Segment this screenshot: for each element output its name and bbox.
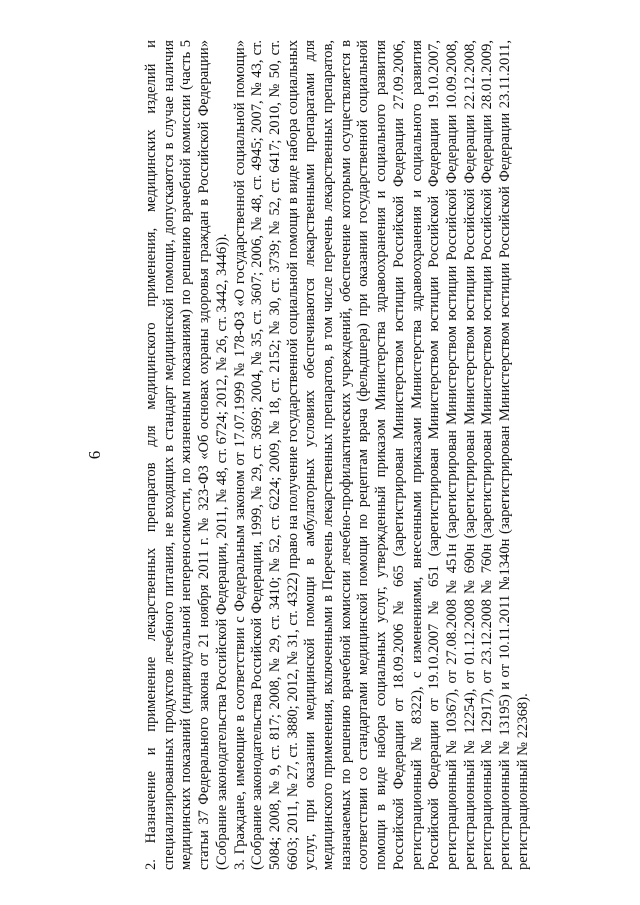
document-body [143, 40, 532, 870]
paragraph-3: 3. Граждане, имеющие в соответствии с Федеральным законом от 17.07.1999 № 178-ФЗ «О государственной социальной помощи» (Собрание законодательства Российской Федерации, 1999, № 29, ст. 3699; 2004, № 35, ст. 3607; 2006, № 48, ст. 4945; 2007, № 43, ст. 5084; 2008, № 9, ст. 817; 2008, № 29, ст. 3410; № 52, ст. 6224; 2009, № 18, ст. 2152; № 30, ст. 3739; № 52, ст. 6417; 2010, № 50, ст. 6603; 2011, № 27, ст. 3880; 2012, № 31, ст. 4322) право на получение государственной социальной помощи в виде набора социальных услуг, при оказании медицинской помощи в амбулаторных условиях обеспечиваются лекарственными препаратами для медицинского применения, включенными в Перечень лекарственных препаратов, в том числе перечень лекарственных препаратов, назначаемых по решению врачебной комиссии лечебно-профилактических учреждений, обеспечение которыми осуществляется в соответствии со стандартами медицинской помощи по рецептам врача (фельдшера) при оказании государственной социальной помощи в виде набора социальных услуг, утвержденный приказом Министерства здравоохранения и социального развития Российской Федерации от 18.09.2006 № 665 (зарегистрирован Министерством юстиции Российской Федерации 27.09.2006, регистрационный № 8322), с изменениями, внесенными приказами Министерства здравоохранения и социального развития Российской Федерации от 19.10.2007 № 651 (зарегистрирован Министерством юстиции Российской Федерации 19.10.2007, регистрационный № 10367), от 27.08.2008 № 451н (зарегистрирован Министерством юстиции Российской Федерации 10.09.2008, регистрационный № 12254), от 01.12.2008 № 690н (зарегистрирован Министерством юстиции Российской Федерации 22.12.2008, регистрационный № 12917), от 23.12.2008 № 760н (зарегистрирован Министерством юстиции Российской Федерации 28.01.2009, регистрационный № 13195) и от 10.11.2011 №1340н (зарегистрирован Министерством юстиции Российской Федерации 23.11.2011, регистрационный № 22368). [231, 40, 531, 870]
rotated-document-sheet [85, 40, 555, 870]
page-number: 6 [85, 450, 104, 460]
paragraph-2: 2. Назначение и применение лекарственных препаратов для медицинского применения, медицинских изделий и специализированных продуктов лечебного питания, не входящих в стандарт медицинской помощи, допускаются в случае наличия медицинских показаний (индивидуальной непереносимости, по жизненным показаниям) по решению врачебной комиссии (часть 5 статьи 37 Федерального закона от 21 ноября 2011 г. № 323-ФЗ «Об основах охраны здоровья граждан в Российской Федерации» (Собрание законодательства Российской Федерации, 2011, № 48, ст. 6724; 2012, № 26, ст. 3442, 3446)). [143, 40, 230, 870]
